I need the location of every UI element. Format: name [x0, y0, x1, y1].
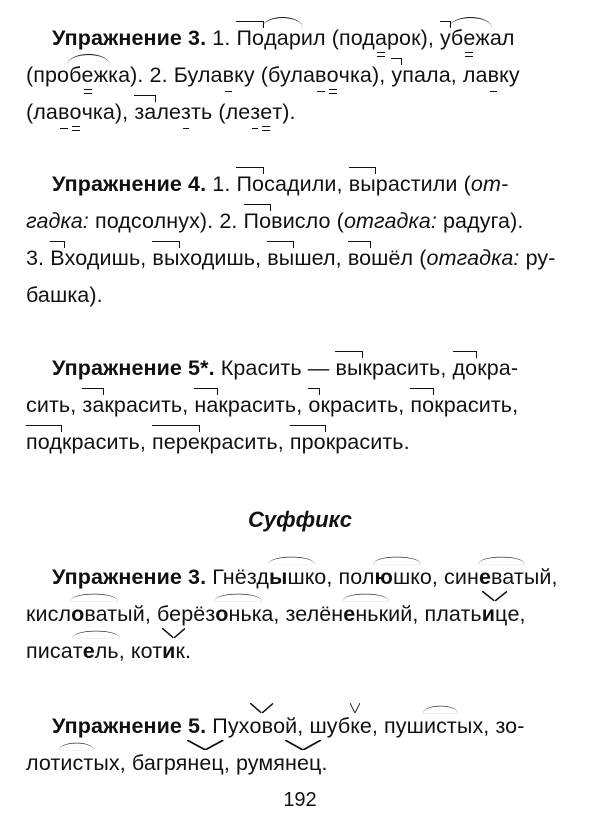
suffix-ex5-line-2: лотистых, багрянец, румянец. [26, 751, 328, 775]
ex4-text-1: 1. Посадили, вырастили (от- [212, 172, 509, 196]
exercise-4-label: Упражнение 4. [52, 172, 207, 196]
suffix-exercise-3-label: Упражнение 3. [52, 565, 207, 589]
ex3-text-1: 1. Подарил (подарок), убежал [212, 26, 515, 50]
page-number: 192 [283, 789, 317, 811]
suffix-ex3-line-2: кисловатый, берёзонька, зелёненький, платьице, [26, 602, 526, 626]
ex3-line-1 [52, 25, 515, 51]
suffix-exercise-5-label: Упражнение 5. [52, 714, 207, 738]
exercise-5star-label: Упражнение 5*. [52, 356, 215, 380]
suffix-ex3-line-1: Упражнение 3. Гнёздышко, полюшко, синеватый, [52, 565, 558, 589]
ex3-text-3: (лавочка), залезть (лезет). [26, 100, 296, 124]
ex5-line-3: подкрасить, перекрасить, прокрасить. [26, 430, 410, 454]
exercise-3-label: Упражнение 3. [52, 26, 207, 50]
suffix-ex5-line-1: Упражнение 5. Пуховой, шубке, пушистых, зо- [52, 714, 525, 738]
suffix-ex3-line-3: писатель, котик. [26, 639, 192, 663]
ex4-line-2: гадка: подсолнух). 2. Повисло (отгадка: радуга). [26, 209, 524, 233]
ex3-line-2 [26, 62, 520, 88]
ex5-line-1: Упражнение 5*. Красить — выкрасить, докра- [52, 356, 519, 380]
ex4-line-4: башка). [26, 283, 103, 307]
section-title-suffix: Суффикс [248, 507, 352, 532]
ex4-line-1 [52, 171, 508, 197]
ex3-text-2: (пробежка). 2. Булавку (булавочка), упала, лавку [26, 63, 520, 87]
ex5-line-2: сить, закрасить, накрасить, окрасить, покрасить, [26, 393, 519, 417]
ex4-line-3: 3. Входишь, выходишь, вышел, вошёл (отгадка: ру- [26, 246, 556, 270]
ex3-line-3 [26, 99, 296, 125]
